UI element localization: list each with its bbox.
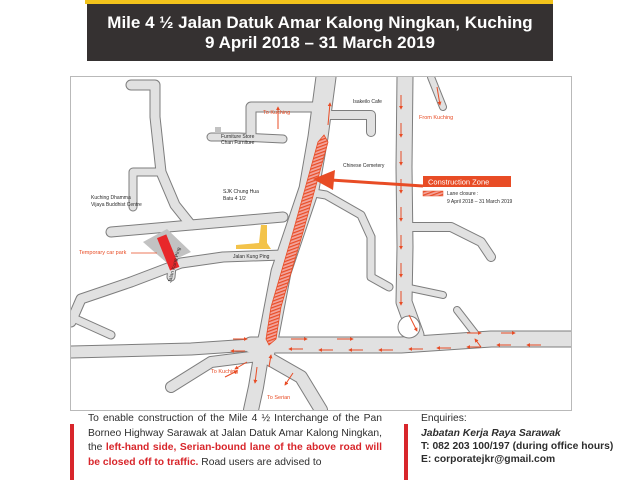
- legend-dates: 9 April 2018 – 31 March 2019: [447, 199, 513, 205]
- map-canvas: [71, 77, 571, 410]
- description-accent-bar: [70, 424, 74, 480]
- label-school-2: Batu 4 1/2: [223, 196, 246, 202]
- label-temporary-car-park: Temporary car park: [79, 250, 127, 256]
- label-buddhist-centre-2: Vijaya Buddhist Centre: [91, 202, 142, 208]
- label-to-kuching-south: To Kuching: [211, 369, 239, 375]
- enquiries-phone: T: 082 203 100/197 (during office hours): [421, 441, 614, 452]
- enquiries-email: E: corporatejkr@gmail.com: [421, 454, 556, 465]
- school-building: [236, 225, 271, 249]
- legend-swatch: [423, 191, 443, 196]
- closure-description: [88, 412, 382, 470]
- furniture-store-building: [215, 127, 221, 133]
- description-highlight: left-hand side, Serian-bound lane of the above road will be closed off to traffic.: [88, 442, 382, 468]
- enquiries-accent-bar: [404, 424, 408, 480]
- label-from-kuching: From Kuching: [419, 115, 454, 121]
- header-dates: 9 April 2018 – 31 March 2019: [205, 32, 435, 52]
- header-title: Mile 4 ½ Jalan Datuk Amar Kalong Ningkan, Kuching: [107, 12, 533, 32]
- label-jalan-kung-ping: Jalan Kung Ping: [233, 254, 270, 260]
- label-furniture-store-1: Furniture Store: [221, 134, 255, 140]
- label-jalan-kung-ping-2: Jalan Kung Ping: [167, 246, 183, 284]
- label-cemetery: Chinese Cemetery: [343, 163, 385, 169]
- enquiries-org: Jabatan Kerja Raya Sarawak: [421, 428, 561, 439]
- header-banner: [87, 4, 553, 61]
- enquiries-label: Enquiries:: [421, 413, 467, 424]
- enquiries-block: [421, 412, 636, 466]
- label-furniture-store-2: Chan Furniture: [221, 140, 255, 146]
- label-to-kuching-north: To Kuching: [263, 110, 291, 116]
- construction-zone: [266, 135, 328, 345]
- label-cafe: Isakeilo Cafe: [353, 99, 382, 105]
- map-panel: [70, 76, 572, 411]
- label-buddhist-centre-1: Kuching Dhamma: [91, 195, 131, 201]
- description-text-1: To enable construction of the Mile 4 ½ Interchange of the Pan Borneo Highway Sarawak at Jalan Datuk Amar Kalong Ningkan, the: [88, 413, 382, 453]
- description-text-2: Road users are advised to: [198, 456, 322, 468]
- label-school-1: SJK Chung Hua: [223, 189, 259, 195]
- label-to-serian: To Serian: [267, 395, 291, 401]
- legend-title: Construction Zone: [428, 177, 490, 187]
- roundabout: [398, 316, 420, 338]
- legend-lane-closure: Lane closure :: [447, 191, 479, 197]
